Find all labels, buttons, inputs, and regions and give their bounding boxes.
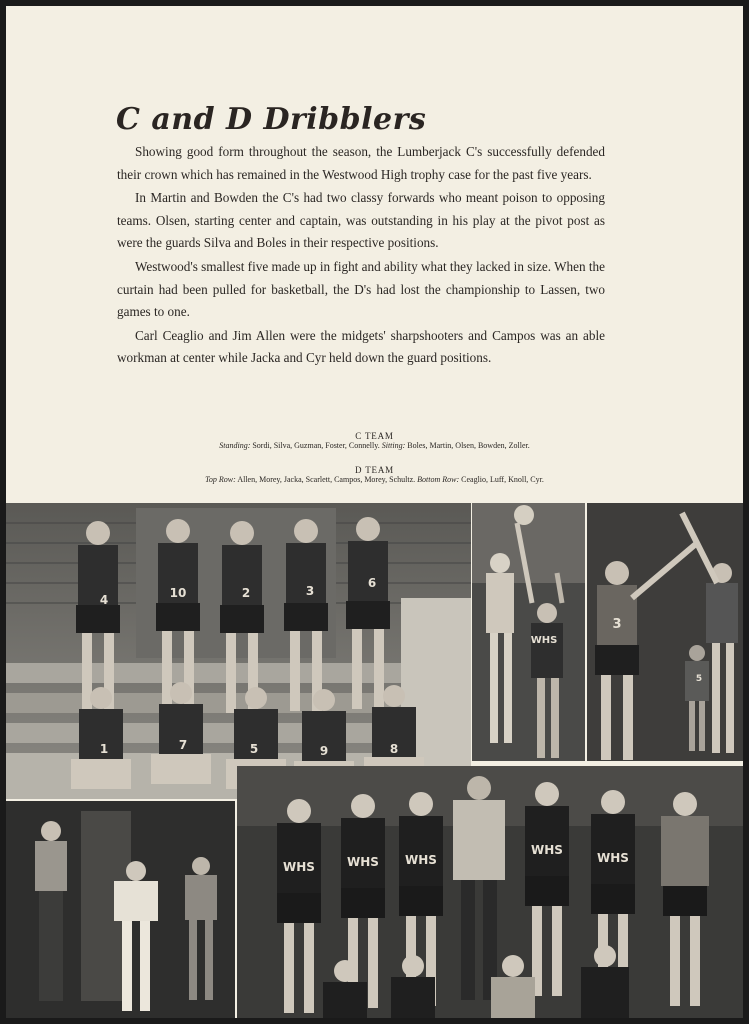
d-team-top-label: Top Row:: [205, 475, 236, 484]
jersey-text: WHS: [530, 635, 558, 646]
c-team-sitting-names: Boles, Martin, Olsen, Bowden, Zoller.: [407, 441, 530, 450]
d-team-title: D TEAM: [355, 465, 394, 475]
action-photo-reach: [587, 503, 743, 761]
c-team-photo: [6, 503, 471, 799]
c-team-standing-names: Sordi, Silva, Guzman, Foster, Connelly.: [252, 441, 380, 450]
jersey-number: 1: [99, 742, 109, 756]
jersey-number: 5: [249, 742, 259, 756]
jersey-number: 2: [241, 586, 251, 600]
jersey-text: WHS: [347, 855, 379, 869]
d-team-photo: [237, 766, 743, 1018]
article-body: [117, 141, 605, 371]
jersey-text: WHS: [531, 843, 563, 857]
d-team-caption: [126, 465, 623, 484]
jersey-number: 9: [319, 744, 329, 758]
jersey-number: 10: [169, 586, 187, 600]
jersey-text: WHS: [405, 853, 437, 867]
c-team-caption: [126, 431, 623, 450]
paragraph-2: In Martin and Bowden the C's had two classy forwards who meant poison to opposing teams. Olsen, starting center and captain, was outstanding in his play at the pivot post as were the guards Silva and Boles in their respective positions.: [117, 190, 605, 251]
page-heading: C and D Dribblers: [116, 102, 427, 137]
d-team-names: [126, 475, 623, 484]
c-team-title: C TEAM: [355, 431, 394, 441]
coach-photo: [6, 801, 235, 1018]
paragraph-3: Westwood's smallest five made up in fight and ability what they lacked in size. When the curtain had been pulled for basketball, the D's had lost the championship to Lassen, two games to one.: [117, 258, 605, 320]
jersey-number: 3: [612, 617, 622, 632]
yearbook-page: [6, 6, 743, 1018]
c-team-sitting-label: Sitting:: [381, 441, 406, 450]
jersey-number: 4: [99, 593, 109, 607]
jersey-number: 5: [695, 674, 703, 684]
d-team-bottom-label: Bottom Row:: [417, 475, 460, 484]
jersey-number: 3: [305, 584, 315, 598]
paragraph-4: Carl Ceaglio and Jim Allen were the midgets' sharpshooters and Campos was an able workman at center while Jacka and Cyr held down the guard positions.: [117, 327, 605, 366]
jersey-number: 7: [178, 738, 188, 752]
d-team-bottom-names: Ceaglio, Luff, Knoll, Cyr.: [461, 475, 544, 484]
c-team-names: [126, 441, 623, 450]
jersey-text: WHS: [597, 851, 629, 865]
action-photo-jump: [472, 503, 585, 761]
jersey-text: WHS: [283, 860, 315, 874]
jersey-number: 8: [389, 742, 399, 756]
c-team-standing-label: Standing:: [219, 441, 251, 450]
d-team-top-names: Allen, Morey, Jacka, Scarlett, Campos, Morey, Schultz.: [237, 475, 416, 484]
paragraph-1: Showing good form throughout the season, the Lumberjack C's successfully defended their crown which has remained in the Westwood High trophy case for the past five years.: [117, 144, 605, 182]
jersey-number: 6: [367, 576, 377, 590]
